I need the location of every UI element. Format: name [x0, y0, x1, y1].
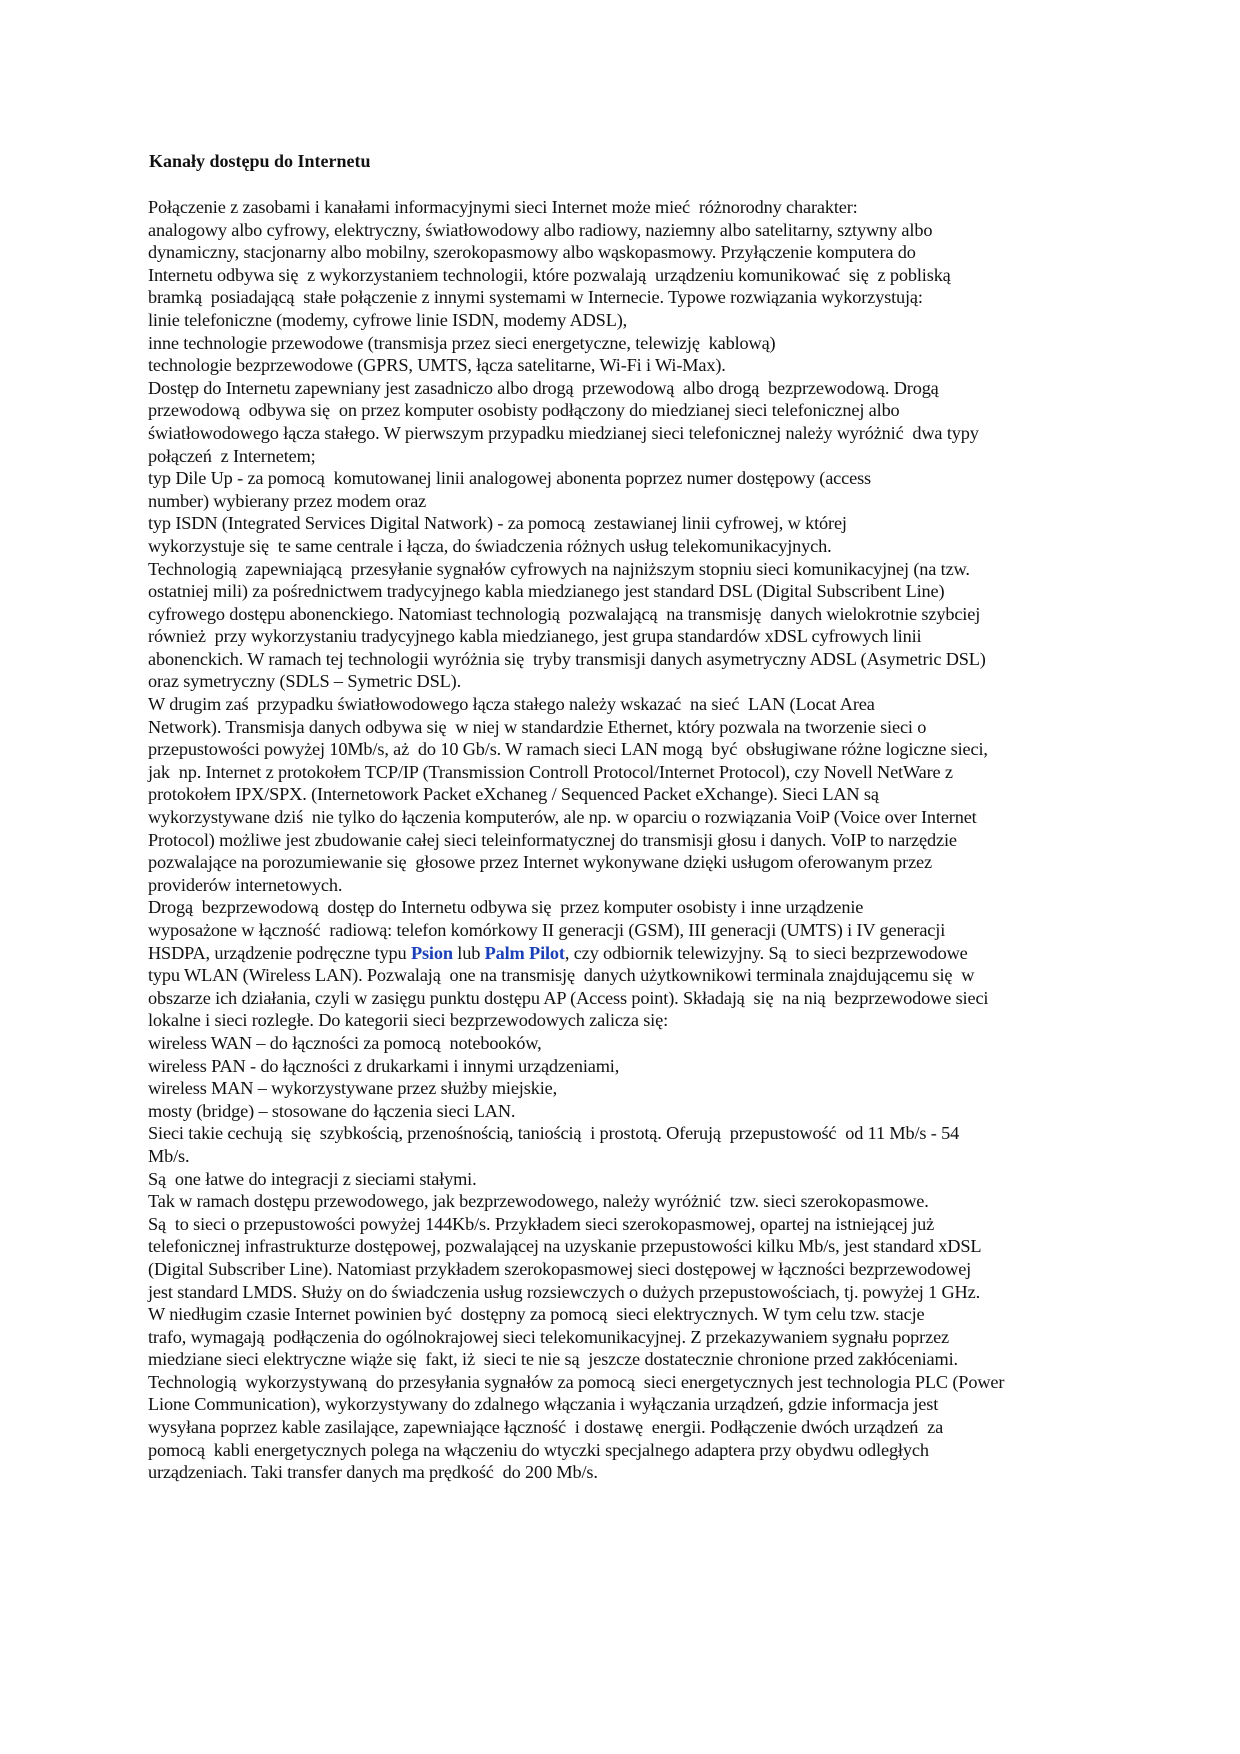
text-line: światłowodowego łącza stałego. W pierwszym przypadku miedzianej sieci telefonicznej należy wyróżnić dwa typy [148, 422, 979, 443]
text-line: cyfrowego dostępu abonenckiego. Natomiast technologią pozwalającą na transmisję danych wielokrotnie szybciej [148, 603, 981, 624]
text-line: typ ISDN (Integrated Services Digital Natwork) - za pomocą zestawianej linii cyfrowej, w której [148, 513, 847, 534]
psion-link[interactable]: Psion [410, 942, 453, 963]
text-line: Połączenie z zasobami i kanałami informacyjnymi sieci Internet może mieć różnorodny charakter: [148, 197, 858, 217]
text-line: oraz symetryczny (SDLS – Symetric DSL). [148, 671, 461, 692]
text-line: abonenckich. W ramach tej technologii wyróżnia się tryby transmisji danych asymetryczny ADSL (Asymetric DSL) [148, 648, 986, 669]
text-segment: lub [452, 942, 485, 963]
text-line: analogowy albo cyfrowy, elektryczny, światłowodowy albo radiowy, naziemny albo satelitarny, sztywny albo [148, 219, 933, 240]
text-line: przewodową odbywa się on przez komputer osobisty podłączony do miedzianej sieci telefonicznej albo [148, 400, 900, 421]
text-line: przepustowości powyżej 10Mb/s, aż do 10 Gb/s. W ramach sieci LAN mogą być obsługiwane różne logiczne sieci, [148, 739, 988, 760]
text-line: dynamiczny, stacjonarny albo mobilny, szerokopasmowy albo wąskopasmowy. Przyłączenie komputera do [148, 242, 916, 263]
text-line: typu WLAN (Wireless LAN). Pozwalają one na transmisję danych użytkownikowi terminala znajdującemu się w [148, 965, 975, 986]
text-line: ostatniej mili) za pośrednictwem tradycyjnego kabla miedzianego jest standard DSL (Digital Subscribent Line) [148, 581, 945, 602]
text-line: obszarze ich działania, czyli w zasięgu punktu dostępu AP (Access point). Składają się na nią bezprzewodowe sieci [148, 987, 989, 1008]
text-line: Protocol) możliwe jest zbudowanie całej sieci teleinformatycznej do transmisji głosu i danych. VoIP to narzędzie [148, 829, 957, 850]
text-line: providerów internetowych. [148, 874, 343, 895]
text-line: telefonicznej infrastrukturze dostępowej, pozwalającej na uzyskanie przepustowości kilku Mb/s, jest standard xDSL [148, 1236, 982, 1257]
text-line: Dostęp do Internetu zapewniany jest zasadniczo albo drogą przewodową albo drogą bezprzewodową. Drogą [148, 377, 939, 398]
text-line: Drogą bezprzewodową dostęp do Internetu odbywa się przez komputer osobisty i inne urządzenie [148, 897, 864, 918]
text-line: Mb/s. [148, 1145, 190, 1166]
text-line: inne technologie przewodowe (transmisja przez sieci energetyczne, telewizję kablową) [148, 332, 776, 353]
text-line: wireless WAN – do łączności za pomocą notebooków, [148, 1032, 542, 1053]
text-line: pozwalające na porozumiewanie się głosowe przez Internet wykonywane dzięki usługom oferowanym przez [148, 852, 932, 873]
text-line: pomocą kabli energetycznych polega na włączeniu do wtyczki specjalnego adaptera przy obydwu odległych [148, 1439, 929, 1460]
text-line: jest standard LMDS. Służy on do świadczenia usług rozsiewczych o dużych przepustowościach, tj. powyżej 1 GHz. [148, 1281, 980, 1302]
text-line: bramką posiadającą stałe połączenie z innymi systemami w Internecie. Typowe rozwiązania wykorzystują: [148, 287, 923, 308]
text-line: Lione Communication), wykorzystywany do zdalnego włączania i wyłączania urządzeń, gdzie informacja jest [148, 1394, 939, 1415]
text-line: wykorzystywane dziś nie tylko do łączenia komputerów, ale np. w oparciu o rozwiązania VoiP (Voice over Internet [148, 807, 977, 828]
text-line: wireless PAN - do łączności z drukarkami i innymi urządzeniami, [148, 1055, 620, 1076]
document-body [148, 196, 1108, 1484]
palm-pilot-link[interactable]: Palm Pilot [484, 942, 565, 963]
text-line: Network). Transmisja danych odbywa się w niej w standardzie Ethernet, który pozwala na tworzenie sieci o [148, 716, 927, 737]
text-line: jak np. Internet z protokołem TCP/IP (Transmission Controll Protocol/Internet Protocol), czy Novell NetWare z [148, 761, 953, 782]
text-line: linie telefoniczne (modemy, cyfrowe linie ISDN, modemy ADSL), [148, 309, 628, 330]
text-line: również przy wykorzystaniu tradycyjnego kabla miedzianego, jest grupa standardów xDSL cyfrowych linii [148, 626, 922, 647]
text-line: Są one łatwe do integracji z sieciami stałymi. [148, 1168, 477, 1189]
text-line: trafo, wymagają podłączenia do ogólnokrajowej sieci telekomunikacyjnej. Z przekazywaniem sygnału poprzez [148, 1326, 950, 1347]
text-line: Technologią wykorzystywaną do przesyłania sygnałów za pomocą sieci energetycznych jest technologia PLC (Power [148, 1371, 1005, 1392]
text-line: typ Dile Up - za pomocą komutowanej linii analogowej abonenta poprzez numer dostępowy (access [148, 468, 872, 489]
text-line: Technologią zapewniającą przesyłanie sygnałów cyfrowych na najniższym stopniu sieci komunikacyjnej (na tzw. [148, 558, 970, 579]
document-title: Kanały dostępu do Internetu [149, 151, 371, 171]
text-line: W niedługim czasie Internet powinien być dostępny za pomocą sieci elektrycznych. W tym celu tzw. stacje [148, 1304, 925, 1325]
text-line: Sieci takie cechują się szybkością, przenośnością, taniością i prostotą. Oferują przepustowość od 11 Mb/s - 54 [148, 1123, 960, 1144]
text-line: lokalne i sieci rozległe. Do kategorii sieci bezprzewodowych zalicza się: [148, 1010, 668, 1031]
text-line: wysyłana poprzez kable zasilające, zapewniające łączność i dostawę energii. Podłączenie dwóch urządzeń za [148, 1417, 944, 1438]
text-line: W drugim zaś przypadku światłowodowego łącza stałego należy wskazać na sieć LAN (Locat Area [148, 694, 875, 715]
text-line: urządzeniach. Taki transfer danych ma prędkość do 200 Mb/s. [148, 1462, 598, 1483]
text-line: (Digital Subscriber Line). Natomiast przykładem szerokopasmowej sieci dostępowej w łączności bezprzewodowej [148, 1258, 972, 1279]
text-line: wykorzystuje się te same centrale i łącza, do świadczenia różnych usług telekomunikacyjnych. [148, 535, 832, 556]
text-line: Internetu odbywa się z wykorzystaniem technologii, które pozwalają urządzeniu komunikować się z pobliską [148, 264, 951, 285]
text-segment: , czy odbiornik telewizyjny. Są to sieci bezprzewodowe [564, 942, 968, 963]
text-line: technologie bezprzewodowe (GPRS, UMTS, łącza satelitarne, Wi-Fi i Wi-Max). [148, 355, 726, 376]
text-line: Są to sieci o przepustowości powyżej 144Kb/s. Przykładem sieci szerokopasmowej, opartej na istniejącej już [148, 1213, 935, 1234]
text-line: miedziane sieci elektryczne wiąże się fakt, iż sieci te nie są jeszcze dostatecznie chronione przed zakłóceniami. [148, 1349, 958, 1370]
text-line: wireless MAN – wykorzystywane przez służby miejskie, [148, 1078, 558, 1099]
text-line: Tak w ramach dostępu przewodowego, jak bezprzewodowego, należy wyróżnić tzw. sieci szerokopasmowe. [148, 1191, 929, 1212]
text-line: wyposażone w łączność radiową: telefon komórkowy II generacji (GSM), III generacji (UMTS) i IV generacji [148, 920, 946, 940]
text-line: number) wybierany przez modem oraz [148, 490, 427, 511]
text-line-with-links [148, 942, 1108, 965]
text-line: mosty (bridge) – stosowane do łączenia sieci LAN. [148, 1100, 516, 1121]
text-line: połączeń z Internetem; [148, 445, 316, 466]
text-segment: HSDPA, urządzenie podręczne typu [148, 942, 411, 963]
text-line: protokołem IPX/SPX. (Internetowork Packet eXchaneg / Sequenced Packet eXchange). Sieci LAN są [148, 784, 879, 805]
